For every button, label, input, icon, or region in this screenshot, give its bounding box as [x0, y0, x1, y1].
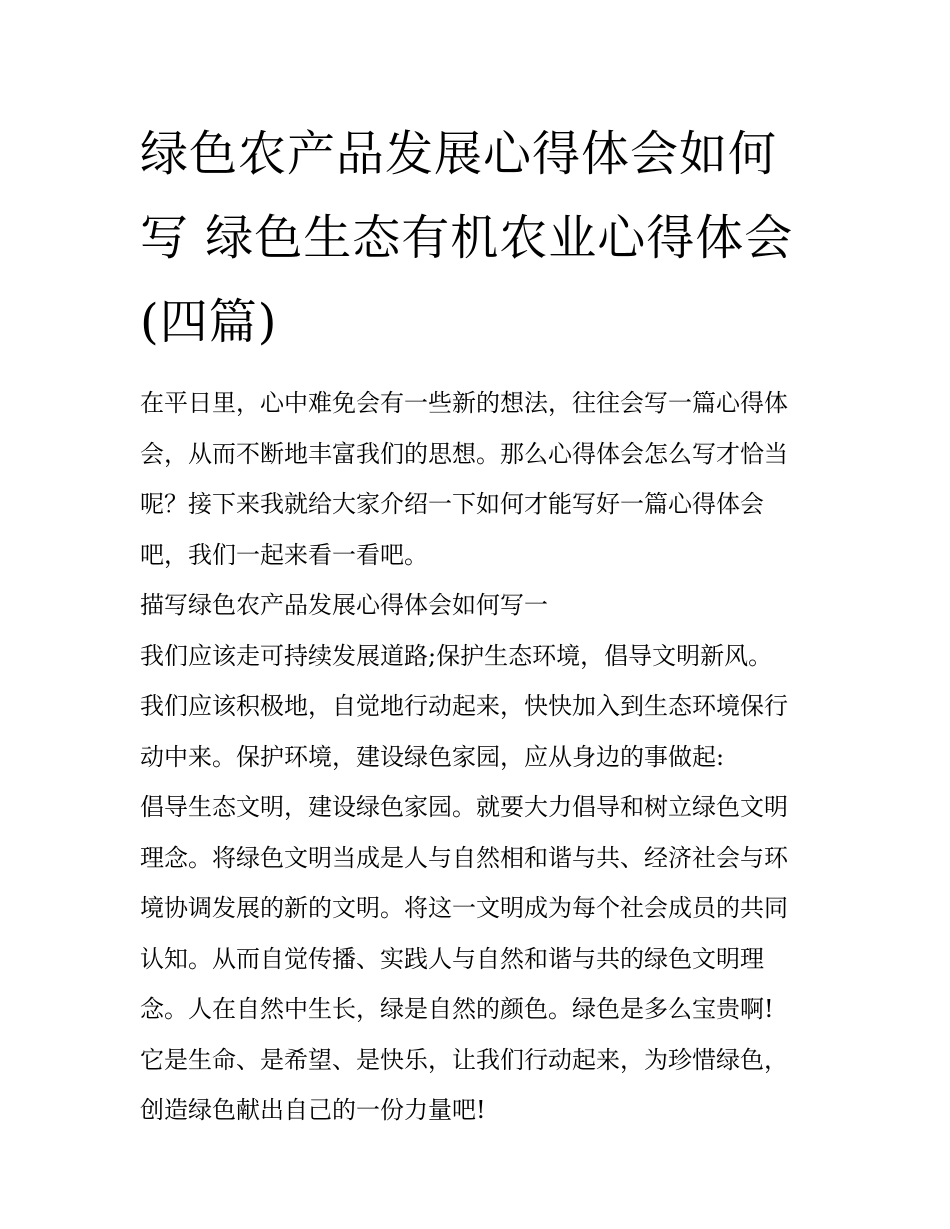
paragraph-line: 倡导生态文明，建设绿色家园。就要大力倡导和树立绿色文明: [140, 793, 788, 821]
title-line: 写 绿色生态有机农业心得体会: [140, 210, 794, 266]
paragraph-line: 呢？接下来我就给大家介绍一下如何才能写好一篇心得体会: [140, 490, 764, 518]
paragraph-line: 会，从而不断地丰富我们的思想。那么心得体会怎么写才恰当: [140, 439, 788, 468]
body-paragraph: [140, 782, 812, 1136]
paragraph-line: 在平日里，心中难免会有一些新的想法，往往会写一篇心得体: [140, 389, 788, 417]
paragraph-line: 理念。将绿色文明当成是人与自然相和谐与共、经济社会与环: [140, 843, 788, 872]
title-line: 绿色农产品发展心得体会如何: [140, 126, 778, 182]
paragraph-line: 我们应该积极地，自觉地行动起来，快快加入到生态环境保行: [140, 692, 788, 720]
paragraph-line: 境协调发展的新的文明。将这一文明成为每个社会成员的共同: [140, 894, 788, 922]
paragraph-line: 它是生命、是希望、是快乐，让我们行动起来，为珍惜绿色，: [140, 1045, 788, 1074]
paragraph-line: 认知。从而自觉传播、实践人与自然和谐与共的绿色文明理: [140, 944, 764, 973]
paragraph-line: 念。人在自然中生长，绿是自然的颜色。绿色是多么宝贵啊!: [140, 995, 774, 1023]
section-heading: [140, 580, 812, 631]
paragraph-line: 吧，我们一起来看一看吧。: [140, 540, 428, 569]
body-paragraph: [140, 631, 812, 783]
title-line: (四篇): [140, 294, 278, 350]
document-page: [140, 112, 812, 1136]
intro-paragraph: [140, 378, 812, 580]
paragraph-line: 我们应该走可持续发展道路;保护生态环境，倡导文明新风。: [140, 641, 773, 670]
document-title: [140, 112, 812, 364]
heading-line: 描写绿色农产品发展心得体会如何写一: [140, 591, 548, 619]
paragraph-line: 创造绿色献出自己的一份力量吧!: [140, 1096, 486, 1124]
paragraph-line: 动中来。保护环境，建设绿色家园，应从身边的事做起:: [140, 742, 725, 771]
